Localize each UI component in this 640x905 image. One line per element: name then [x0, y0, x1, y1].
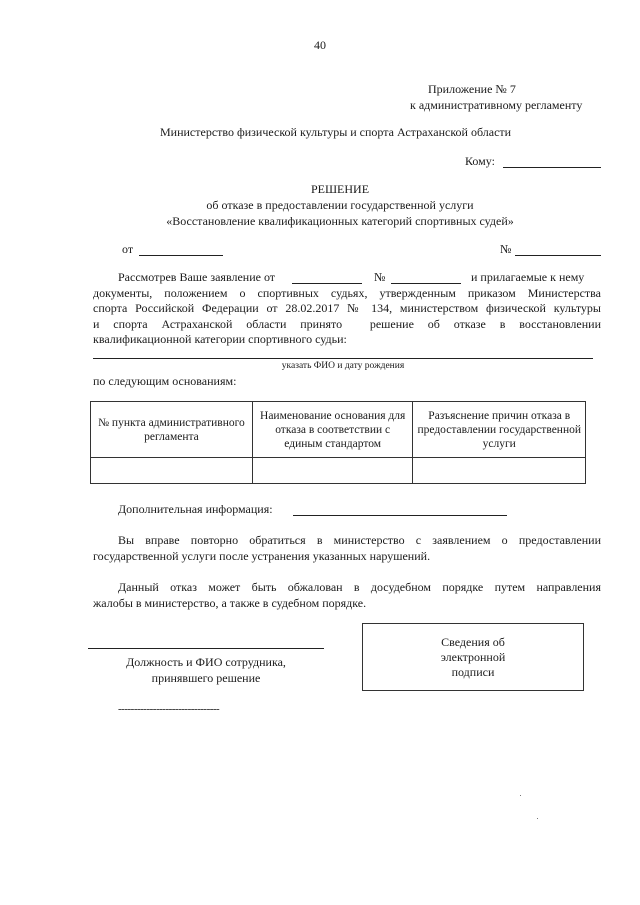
e-signature-line1: Сведения об	[441, 635, 505, 649]
p1-line5: квалификационной категории спортивного судьи:	[93, 332, 347, 346]
fio-line	[93, 358, 593, 359]
cell-clause[interactable]	[91, 458, 253, 484]
p1-attached: и прилагаемые к нему	[471, 270, 585, 284]
number-label: №	[500, 242, 512, 256]
application-date-line	[292, 283, 362, 284]
appeal-line2: жалобы в министерство, а также в судебном порядке.	[93, 596, 367, 610]
header-reason: Наименование основания для отказа в соответствии с единым стандартом	[252, 402, 413, 458]
additional-info-line	[293, 515, 507, 516]
recipient-line	[503, 167, 601, 168]
officer-position-label: Должность и ФИО сотрудника,	[126, 655, 286, 669]
header-clause: № пункта административного регламента	[91, 402, 253, 458]
grounds-label: по следующим основаниям:	[93, 374, 237, 388]
service-name: «Восстановление квалификационных категорий спортивных судей»	[166, 214, 514, 228]
reasons-table	[90, 401, 586, 484]
p1-number-sign: №	[374, 270, 386, 284]
date-line	[139, 255, 223, 256]
reapply-line1: Вы вправе повторно обратиться в министерство с заявлением о предоставлении	[118, 533, 601, 547]
number-line	[515, 255, 601, 256]
appendix-regulation: к административному регламенту	[410, 98, 583, 112]
table-row	[91, 458, 586, 484]
recipient-label: Кому:	[465, 154, 495, 168]
additional-info-label: Дополнительная информация:	[118, 502, 273, 516]
p1-line3: спорта Российской Федерации от 28.02.2017 № 134, министерством физической культуры	[93, 301, 601, 315]
officer-decision-label: принявшего решение	[151, 671, 261, 685]
cell-reason[interactable]	[252, 458, 413, 484]
scan-speck	[520, 795, 521, 796]
date-label: от	[122, 242, 134, 256]
header-explanation: Разъяснение причин отказа в предоставлении государственной услуги	[413, 402, 586, 458]
scan-speck	[537, 818, 538, 819]
cell-explanation[interactable]	[413, 458, 586, 484]
dashed-separator: --------------------------------	[118, 703, 220, 715]
page-number: 40	[314, 38, 326, 52]
e-signature-line3: подписи	[451, 665, 495, 679]
application-number-line	[391, 283, 461, 284]
e-signature-line2: электронной	[440, 650, 506, 664]
appeal-line1: Данный отказ может быть обжалован в досудебном порядке путем направления	[118, 580, 601, 594]
e-signature-box	[362, 623, 584, 691]
p1-line2: документы, положением о спортивных судьях, утвержденным приказом Министерства	[93, 286, 601, 300]
p1-line4: и спорта Астраханской области принято решение об отказе в восстановлении	[93, 317, 601, 331]
appendix-number: Приложение № 7	[428, 82, 516, 96]
decision-subtitle: об отказе в предоставлении государственной услуги	[206, 198, 474, 212]
decision-heading: РЕШЕНИЕ	[310, 182, 370, 196]
ministry-name: Министерство физической культуры и спорта Астраханской области	[160, 125, 512, 139]
signature-line	[88, 648, 324, 649]
fio-hint: указать ФИО и дату рождения	[281, 361, 405, 371]
p1-start: Рассмотрев Ваше заявление от	[118, 270, 276, 284]
table-header-row	[91, 402, 586, 458]
reapply-line2: государственной услуги после устранения указанных нарушений.	[93, 549, 431, 563]
